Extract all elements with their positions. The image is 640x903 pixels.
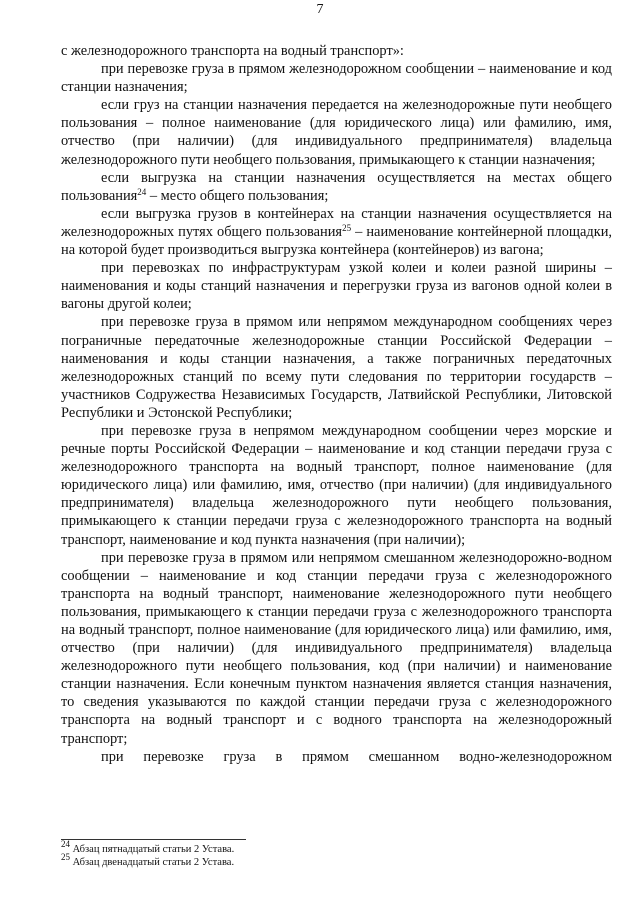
paragraph-text: если выгрузка грузов в контейнерах на станции назначения осуществляется на железнодорожных путях общего пользования bbox=[61, 205, 612, 240]
footnote-ref-24: 24 bbox=[137, 186, 147, 197]
paragraph-text-tail: – наименование контейнерной площадки, на которой будет производиться выгрузка контейнера (контейнеров) из вагона; bbox=[61, 223, 612, 259]
paragraph-text: если выгрузка на станции назначения осуществляется на местах общего пользования bbox=[61, 169, 612, 204]
paragraph-text-tail: – место общего пользования; bbox=[146, 187, 329, 204]
page-number: 7 bbox=[316, 2, 324, 17]
paragraph: при перевозках по инфраструктурам узкой колеи и колеи разной ширины – наименования и коды станций назначения и перегрузки груза из вагонов одной колеи в вагоны другой колеи; bbox=[61, 260, 612, 313]
footnotes bbox=[61, 839, 612, 869]
paragraph: при перевозке груза в непрямом международном сообщении через морские и речные порты Российской Федерации – наименование и код станции передачи груза с железнодорожного транспорта на водный транспорт, полное наименование (для юридического лица) или фамилию, имя, отчество (при наличии) (для индивидуального предпринимателя) владельца железнодорожного пути необщего пользования, примыкающего к станции передачи груза с железнодорожного транспорта на водный транспорт, наименование и код пункта назначения (при наличии); bbox=[61, 422, 612, 548]
footnote-text: Абзац пятнадцатый статьи 2 Устава. bbox=[70, 844, 235, 855]
paragraph: при перевозке груза в прямом или непрямом смешанном железнодорожно-водном сообщении – наименование и код станции передачи груза с железнодорожного транспорта на водный транспорт, наименование железнодорожного пути необщего пользования, примыкающего к станции передачи груза с железнодорожного транспорта на водный транспорт, полное наименование (для юридического лица) или фамилию, имя, отчество (при наличии) (для индивидуального предпринимателя) владельца железнодорожного пути необщего пользования, код (при наличии) и наименование станции назначения. Если конечным пунктом назначения является станция назначения, то сведения указываются по каждой станции передачи груза с железнодорожного транспорта на водный транспорт и с водного транспорта на железнодорожный транспорт; bbox=[61, 549, 612, 747]
document-body bbox=[61, 42, 612, 766]
footnote-25 bbox=[61, 852, 612, 869]
footnote-ref-25: 25 bbox=[342, 222, 352, 233]
footnote-number: 25 bbox=[61, 852, 70, 862]
footnote-number: 24 bbox=[61, 839, 70, 849]
paragraph: если груз на станции назначения передается на железнодорожные пути необщего пользования – полное наименование (для юридического лица) или фамилию, имя, отчество (при наличии) (для индивидуального предпринимателя) владельца железнодорожного пути необщего пользования, примыкающего к станции назначения; bbox=[61, 97, 612, 168]
footnote-separator bbox=[61, 839, 246, 840]
paragraph: при перевозке груза в прямом железнодорожном сообщении – наименование и код станции назначения; bbox=[61, 61, 612, 96]
paragraph bbox=[61, 169, 612, 205]
paragraph: при перевозке груза в прямом смешанном водно-железнодорожном bbox=[101, 748, 612, 765]
paragraph bbox=[61, 205, 612, 259]
footnote-text: Абзац двенадцатый статьи 2 Устава. bbox=[70, 857, 235, 868]
footnote-24 bbox=[61, 839, 612, 856]
paragraph: при перевозке груза в прямом или непрямом международном сообщениях через пограничные передаточные железнодорожные станции Российской Федерации – наименования и коды станции назначения, а также пограничных передаточных железнодорожных станций по всему пути следования по территории государств – участников Содружества Независимых Государств, Латвийской Республики, Литовской Республики и Эстонской Республики; bbox=[61, 314, 612, 421]
paragraph: с железнодорожного транспорта на водный транспорт»: bbox=[61, 43, 404, 59]
